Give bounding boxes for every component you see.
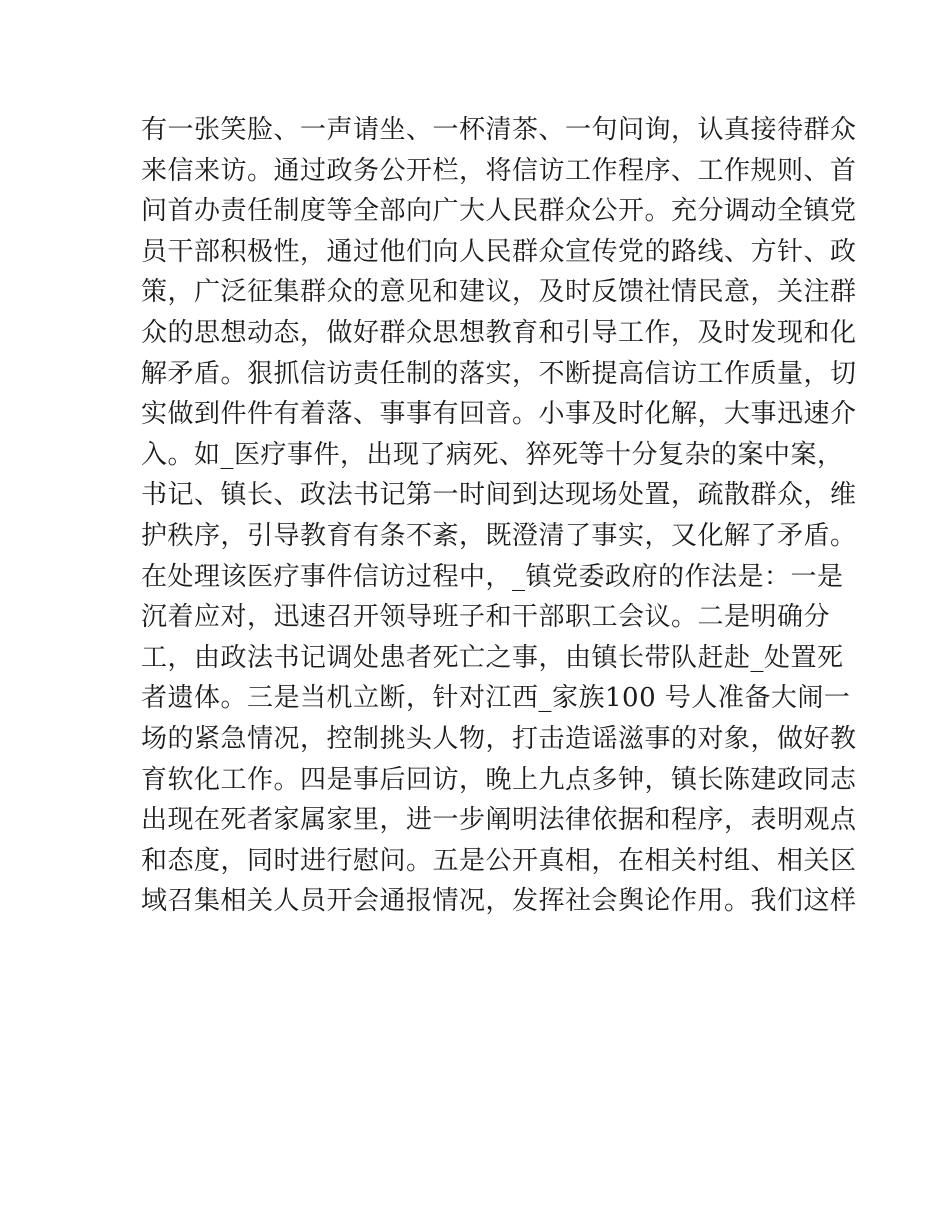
- text-line-1: 有一张笑脸、一声请坐、一杯清茶、一句问询，认真接待群众: [141, 115, 857, 145]
- text-line-20: 域召集相关人员开会通报情况，发挥社会舆论作用。我们这样: [141, 886, 857, 917]
- text-line-16: 场的紧急情况，控制挑头人物，打击造谣滋事的对象，做好教: [141, 723, 857, 754]
- text-line-9: 入。如_医疗事件，出现了病死、猝死等十分复杂的案中案，: [141, 439, 844, 470]
- text-line-4: 员干部积极性，通过他们向人民群众宣传党的路线、方针、政: [141, 236, 857, 267]
- text-line-13: 沉着应对，迅速召开领导班子和干部职工会议。二是明确分: [141, 602, 831, 633]
- text-line-14: 工，由政法书记调处患者死亡之事，由镇长带队赶赴_处置死: [141, 642, 844, 673]
- text-line-18: 出现在死者家属家里，进一步阐明法律依据和程序，表明观点: [141, 805, 857, 836]
- text-line-12: 在处理该医疗事件信访过程中，_镇党委政府的作法是：一是: [141, 561, 844, 592]
- text-line-6: 众的思想动态，做好群众思想教育和引导工作，及时发现和化: [141, 317, 857, 348]
- text-line-5: 策，广泛征集群众的意见和建议，及时反馈社情民意，关注群: [141, 277, 857, 308]
- body-text: [141, 110, 857, 922]
- text-line-15: 者遗体。三是当机立断，针对江西_家族100 号人准备大闹一: [141, 683, 851, 714]
- text-line-7: 解矛盾。狠抓信访责任制的落实，不断提高信访工作质量，切: [141, 358, 857, 389]
- text-line-17: 育软化工作。四是事后回访，晚上九点多钟，镇长陈建政同志: [141, 764, 857, 795]
- text-line-2: 来信来访。通过政务公开栏，将信访工作程序、工作规则、首: [141, 155, 857, 186]
- text-line-10: 书记、镇长、政法书记第一时间到达现场处置，疏散群众，维: [141, 480, 857, 511]
- text-line-19: 和态度，同时进行慰问。五是公开真相，在相关村组、相关区: [141, 845, 857, 876]
- text-line-11: 护秩序，引导教育有条不紊，既澄清了事实，又化解了矛盾。: [141, 520, 857, 551]
- text-line-3: 问首办责任制度等全部向广大人民群众公开。充分调动全镇党: [141, 196, 857, 227]
- text-line-8: 实做到件件有着落、事事有回音。小事及时化解，大事迅速介: [141, 399, 857, 430]
